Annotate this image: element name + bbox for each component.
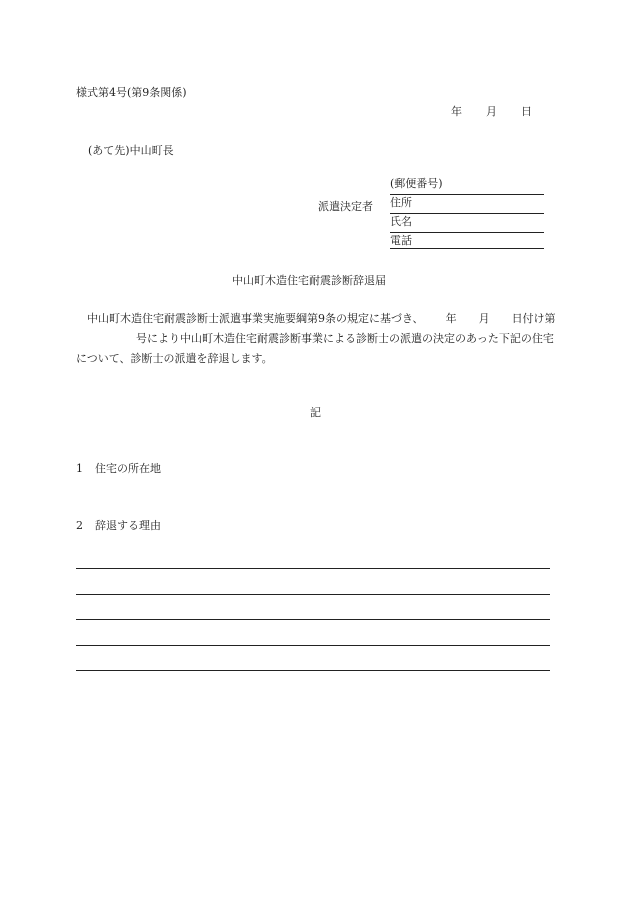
addressee: (あて先)中山町長: [88, 144, 174, 157]
item-2: [76, 520, 161, 531]
reason-line-3[interactable]: [76, 619, 550, 620]
item-1-number: 1: [76, 462, 83, 475]
form-number: 様式第4号(第9条関係): [76, 86, 187, 99]
body-month-label: 月: [478, 312, 490, 325]
body-text-2: 号により中山町木造住宅耐震診断事業による診断士の派遣の決定のあった下記の住宅について、診断士の派遣を辞退します。: [76, 332, 554, 365]
ki-heading: 記: [310, 406, 321, 419]
address-field[interactable]: [390, 197, 544, 214]
reason-line-4[interactable]: [76, 645, 550, 646]
body-day-suffix: 日付け第: [511, 312, 556, 325]
address-label: 住所: [390, 196, 412, 209]
body-paragraph: [76, 309, 556, 369]
reason-line-5[interactable]: [76, 670, 550, 671]
date-day-label: 日: [521, 105, 532, 118]
item-1-label: 住宅の所在地: [95, 462, 161, 475]
body-text-1: 中山町木造住宅耐震診断士派遣事業実施要綱第9条の規定に基づき、: [87, 312, 424, 325]
postal-code-field[interactable]: [390, 178, 544, 195]
item-2-number: 2: [76, 519, 83, 532]
body-year-label: 年: [445, 312, 457, 325]
date-year-label: 年: [451, 105, 462, 118]
reason-line-1[interactable]: [76, 568, 550, 569]
item-1: [76, 463, 161, 474]
document-title: 中山町木造住宅耐震診断辞退届: [232, 274, 386, 287]
postal-code-label: (郵便番号): [390, 177, 443, 190]
item-2-label: 辞退する理由: [95, 519, 161, 532]
name-label: 氏名: [390, 215, 412, 228]
phone-label: 電話: [390, 234, 412, 247]
reason-line-2[interactable]: [76, 594, 550, 595]
applicant-label: 派遣決定者: [318, 200, 373, 213]
phone-field[interactable]: [390, 235, 544, 249]
date-month-label: 月: [486, 105, 497, 118]
name-field[interactable]: [390, 216, 544, 233]
